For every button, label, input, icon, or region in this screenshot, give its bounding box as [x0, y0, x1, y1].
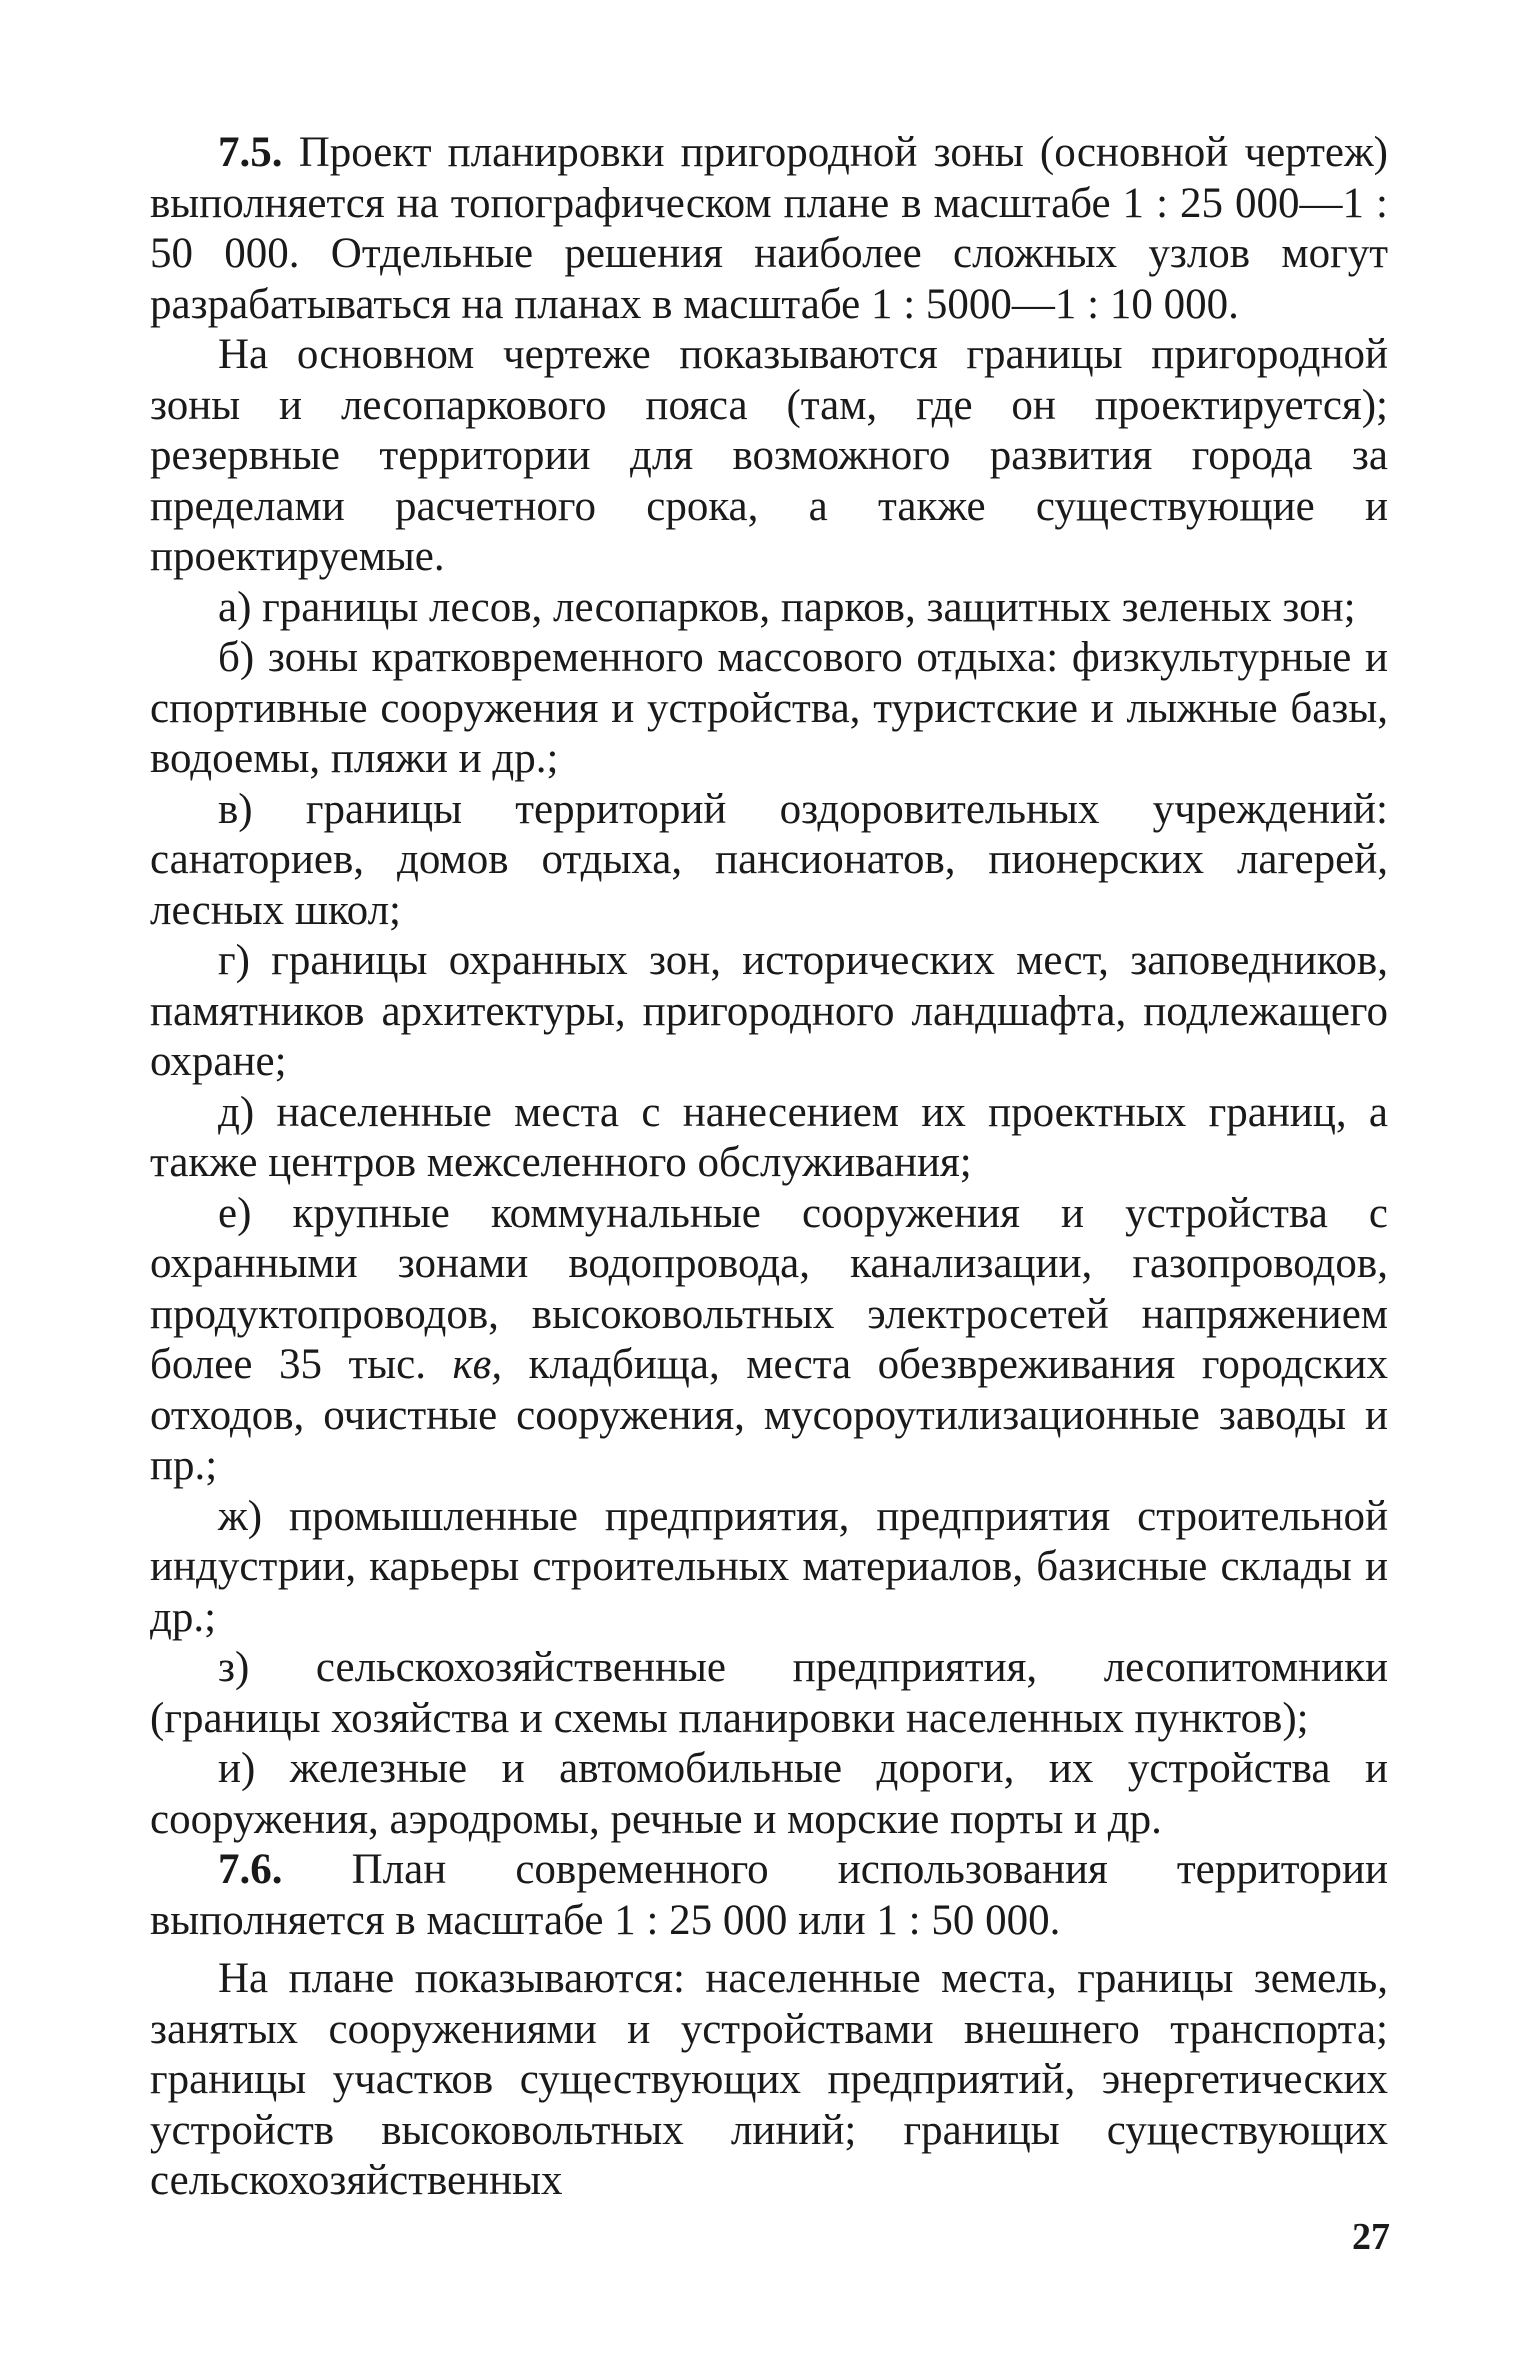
list-item-e-text-start: е) крупные коммунальные сооружения и устройства с охранными зонами водопровода, канализации, газопроводов, продуктопроводов, высоковольтных электросетей напряжением более 35 тыс. [150, 1189, 1388, 1388]
list-item-e-text-end: кладбища, места обезвреживания городских отходов, очистные сооружения, мусороутилизационные заводы и пр.; [150, 1341, 1389, 1489]
section-number-7-6: 7.6. [218, 1846, 283, 1893]
voltage-unit: кв, [452, 1341, 503, 1388]
list-item-e [150, 1189, 1388, 1492]
page-number: 27 [1352, 2216, 1390, 2258]
section-number-7-5: 7.5. [218, 129, 283, 176]
section-7-6-text: План современного использования территории выполняется в масштабе 1 : 25 000 или 1 : 50 000. [150, 1846, 1388, 1944]
section-7-5-text: Проект планировки пригородной зоны (основной чертеж) выполняется на топографическом плане в масштабе 1 : 25 000—1 : 50 000. Отдельные решения наиболее сложных узлов могут разрабатываться на планах в масштабе 1 : 5000—1 : 10 000. [150, 129, 1388, 328]
list-item-d: д) населенные места с нанесением их проектных границ, а также центров межселенного обслуживания; [150, 1088, 1388, 1186]
list-item-b: б) зоны кратковременного массового отдыха: физкультурные и спортивные сооружения и устройства, туристские и лыжные базы, водоемы, пляжи и др.; [150, 634, 1388, 782]
list-item-z: з) сельскохозяйственные предприятия, лесопитомники (границы хозяйства и схемы планировки населенных пунктов); [150, 1644, 1388, 1742]
list-item-i: и) железные и автомобильные дороги, их устройства и сооружения, аэродромы, речные и морские порты и др. [150, 1745, 1388, 1843]
list-item-g: г) границы охранных зон, исторических мест, заповедников, памятников архитектуры, пригородного ландшафта, подлежащего охране; [150, 937, 1388, 1085]
list-item-a: а) границы лесов, лесопарков, парков, защитных зеленых зон; [218, 583, 1356, 631]
section-7-6-paragraph [150, 1845, 1388, 1946]
list-item-v: в) границы территорий оздоровительных учреждений: санаториев, домов отдыха, пансионатов, пионерских лагерей, лесных школ; [150, 785, 1388, 934]
main-drawing-paragraph: На основном чертеже показываются границы пригородной зоны и лесопаркового пояса (там, где он проектируется); резервные территории для возможного развития города за пределами расчетного срока, а также существующие и проектируемые. [150, 331, 1388, 580]
section-7-5-paragraph [150, 128, 1388, 330]
page-body [150, 128, 1388, 2207]
list-item-zh: ж) промышленные предприятия, предприятия строительной индустрии, карьеры строительных материалов, базисные склады и др.; [150, 1492, 1388, 1641]
plan-contents-paragraph: На плане показываются: населенные места, границы земель, занятых сооружениями и устройствами внешнего транспорта; границы участков существующих предприятий, энергетических устройств высоковольтных линий; границы существующих сельскохозяйственных [150, 1955, 1388, 2204]
